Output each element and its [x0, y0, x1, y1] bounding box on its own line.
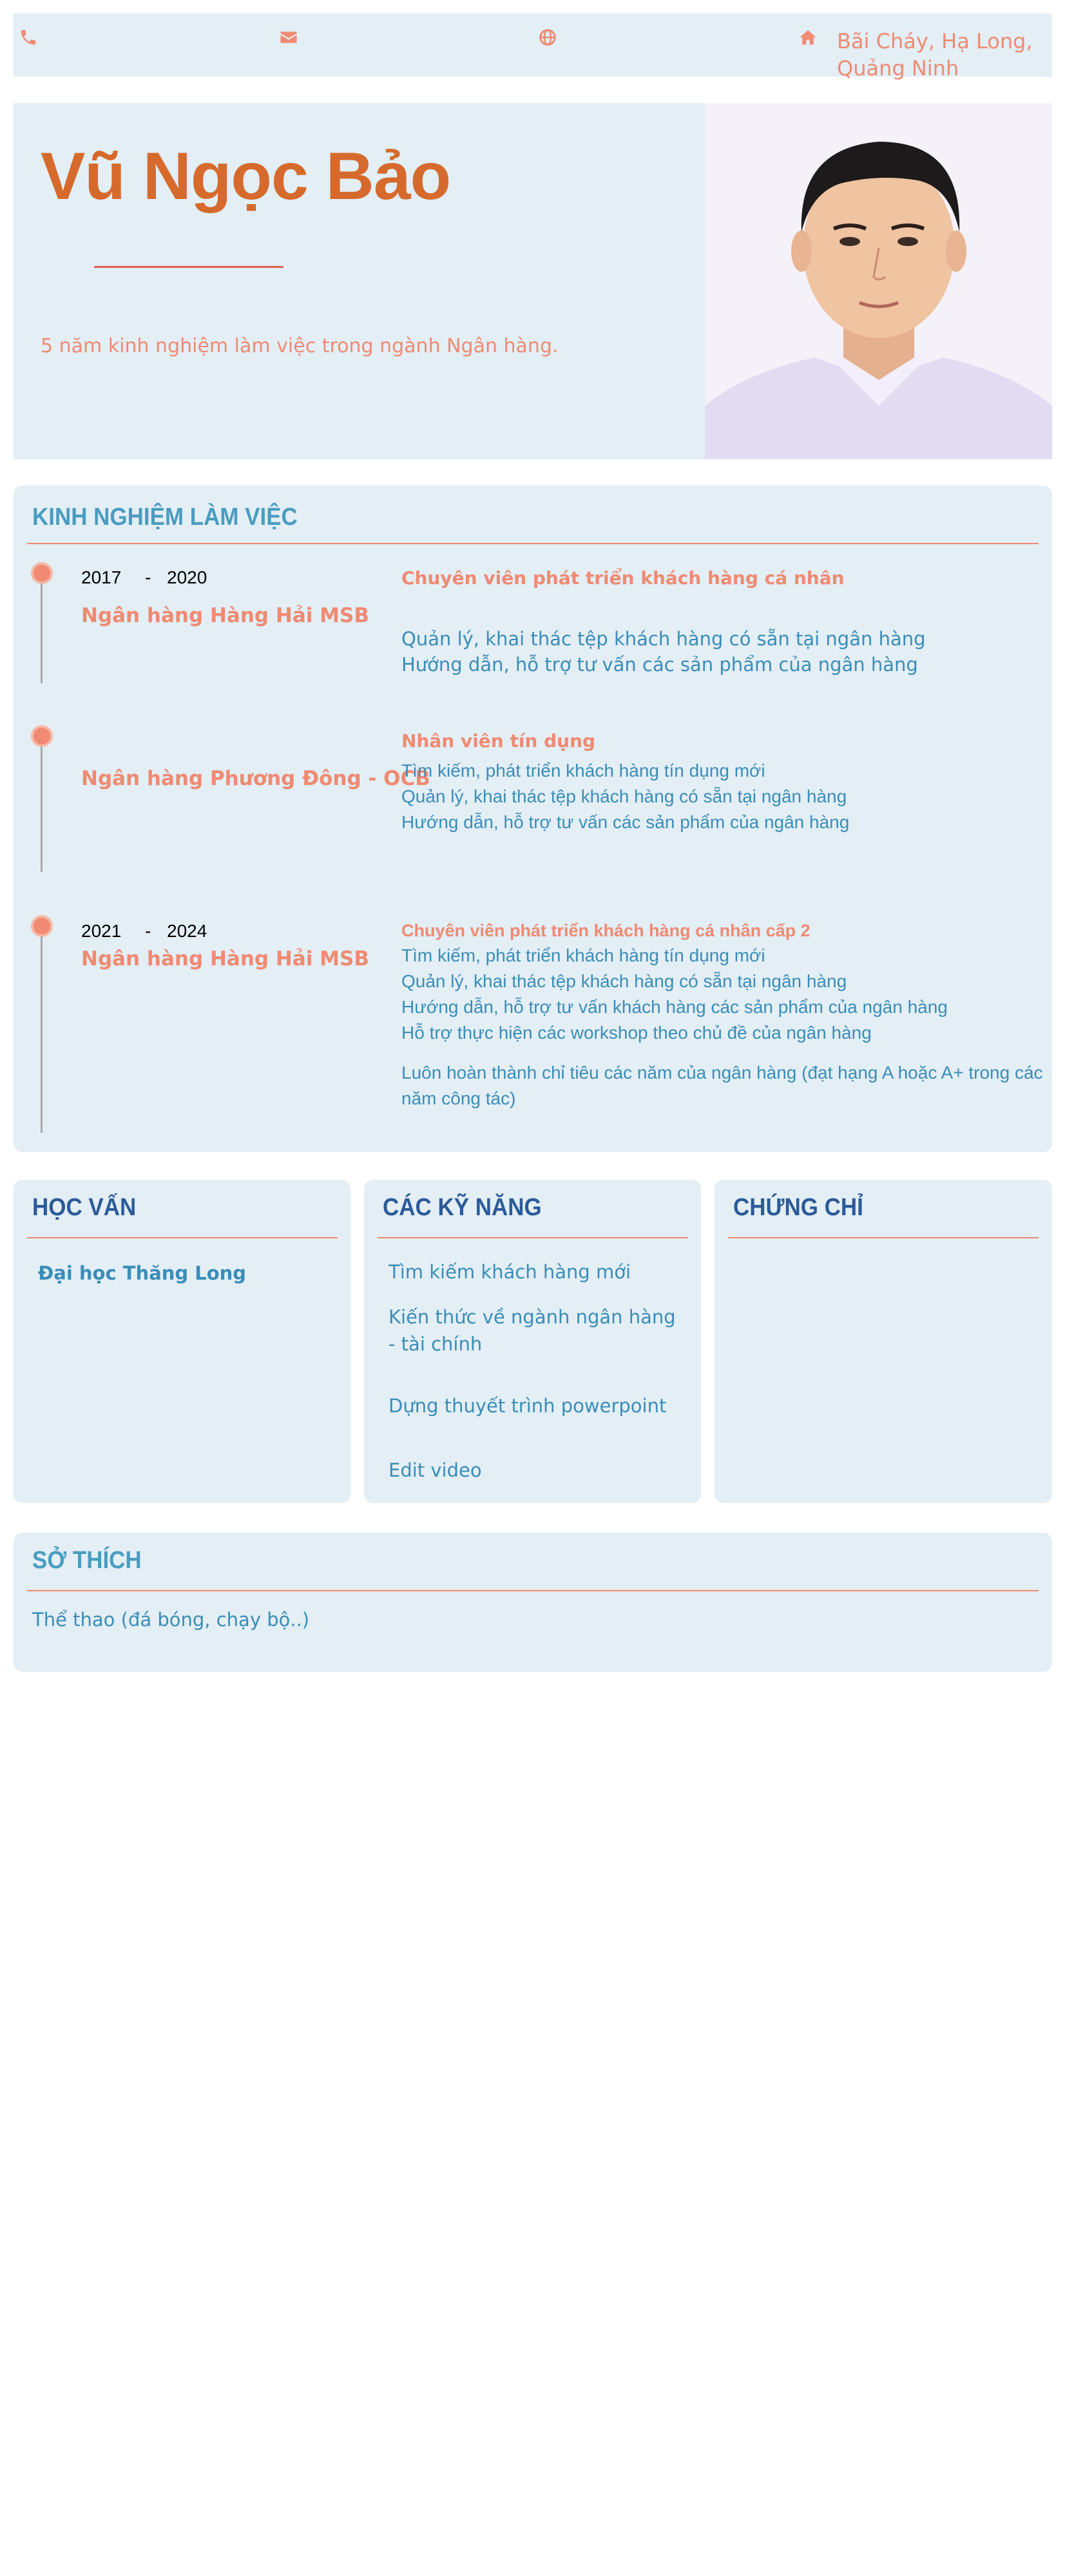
certificates-rule [728, 1237, 1039, 1238]
entry-2-duty: Tìm kiếm, phát triển khách hàng tín dụng mới [401, 761, 765, 781]
timeline-dot [31, 915, 53, 937]
entry-3-note: Luôn hoàn thành chỉ tiêu các năm của ngân hàng (đạt hạng A hoặc A+ trong các năm công tác) [401, 1063, 1043, 1108]
entry-3-year-separator: - [145, 921, 151, 941]
address-line-1: Bãi Cháy, Hạ Long, [837, 29, 1033, 53]
skills-title: CÁC KỸ NĂNG [383, 1194, 542, 1221]
timeline-dot [31, 725, 53, 747]
skills-section [364, 1180, 701, 1503]
entry-3-duty: Quản lý, khai thác tệp khách hàng có sẵn tại ngân hàng [401, 971, 847, 991]
experience-title: KINH NGHIỆM LÀM VIỆC [32, 504, 298, 531]
certificates-title: CHỨNG CHỈ [733, 1194, 863, 1221]
globe-icon [538, 28, 557, 47]
entry-1-duty: Hướng dẫn, hỗ trợ tư vấn các sản phẩm của ngân hàng [401, 654, 918, 676]
candidate-name: Vũ Ngọc Bảo [41, 139, 451, 214]
portrait-illustration [705, 103, 1052, 459]
phone-icon [19, 28, 38, 47]
entry-1-duty: Quản lý, khai thác tệp khách hàng có sẵn tại ngân hàng [401, 628, 926, 650]
entry-3-year-end: 2024 [167, 921, 207, 941]
entry-2-duties [401, 758, 849, 835]
entry-2-company: Ngân hàng Phương Đông - OCB [81, 767, 430, 790]
entry-1-duties [401, 626, 926, 677]
contact-bar [14, 14, 1052, 80]
entry-3-role: Chuyên viên phát triển khách hàng cá nhân cấp 2 [401, 921, 811, 940]
hobbies-section [14, 1533, 1052, 1672]
entry-3-company: Ngân hàng Hàng Hải MSB [81, 947, 369, 971]
entry-3-duties [401, 943, 1052, 1112]
entry-2-duty: Quản lý, khai thác tệp khách hàng có sẵn tại ngân hàng [401, 786, 847, 806]
home-icon [798, 28, 818, 47]
entry-2-duty: Hướng dẫn, hỗ trợ tư vấn các sản phẩm của ngân hàng [401, 812, 850, 832]
contact-website[interactable] [538, 28, 557, 47]
entry-1-role: Chuyên viên phát triển khách hàng cá nhân [401, 567, 845, 589]
entry-2-role: Nhân viên tín dụng [401, 730, 596, 752]
contact-address [798, 28, 1033, 82]
skill-item: Dựng thuyết trình powerpoint [389, 1395, 667, 1417]
hobbies-rule [27, 1590, 1039, 1591]
entry-3-duty: Tìm kiếm, phát triển khách hàng tín dụng mới [401, 945, 765, 965]
hobbies-title: SỞ THÍCH [32, 1547, 142, 1574]
certificates-section [715, 1180, 1052, 1503]
contact-email[interactable] [279, 28, 298, 47]
entry-3-duty: Hỗ trợ thực hiện các workshop theo chủ đề của ngân hàng [401, 1023, 872, 1043]
envelope-icon [279, 28, 298, 47]
education-rule [27, 1237, 338, 1238]
skill-item: Edit video [389, 1459, 482, 1481]
entry-1-year-end: 2020 [167, 567, 207, 587]
entry-1-year-start: 2017 [81, 567, 122, 587]
entry-1-year-separator: - [145, 567, 151, 587]
education-title: HỌC VẤN [32, 1194, 137, 1221]
contact-phone[interactable] [19, 28, 38, 47]
timeline-line [41, 936, 43, 1133]
education-section [14, 1180, 350, 1503]
experience-rule [27, 543, 1039, 544]
profile-photo [705, 103, 1052, 459]
skills-rule [378, 1237, 688, 1238]
timeline-dot [31, 562, 53, 584]
timeline-line [41, 746, 43, 872]
hobby-text: Thể thao (đá bóng, chạy bộ..) [32, 1609, 310, 1631]
entry-3-year-start: 2021 [81, 921, 122, 941]
address-line-2: Quảng Ninh [837, 56, 959, 80]
spacer [401, 1046, 1052, 1060]
experience-section [14, 486, 1052, 1152]
name-underline [94, 266, 283, 268]
entry-3-duty: Hướng dẫn, hỗ trợ tư vấn khách hàng các sản phẩm của ngân hàng [401, 997, 948, 1017]
skill-item: Tìm kiếm khách hàng mới [389, 1261, 631, 1283]
education-school: Đại học Thăng Long [38, 1262, 247, 1284]
header-panel [14, 103, 705, 459]
address-text [837, 28, 1033, 82]
entry-1-company: Ngân hàng Hàng Hải MSB [81, 604, 369, 627]
skill-item: Kiến thức về ngành ngân hàng - tài chính [389, 1306, 676, 1355]
profile-summary: 5 năm kinh nghiệm làm việc trong ngành Ngân hàng. [41, 335, 559, 357]
timeline-line [41, 583, 43, 683]
